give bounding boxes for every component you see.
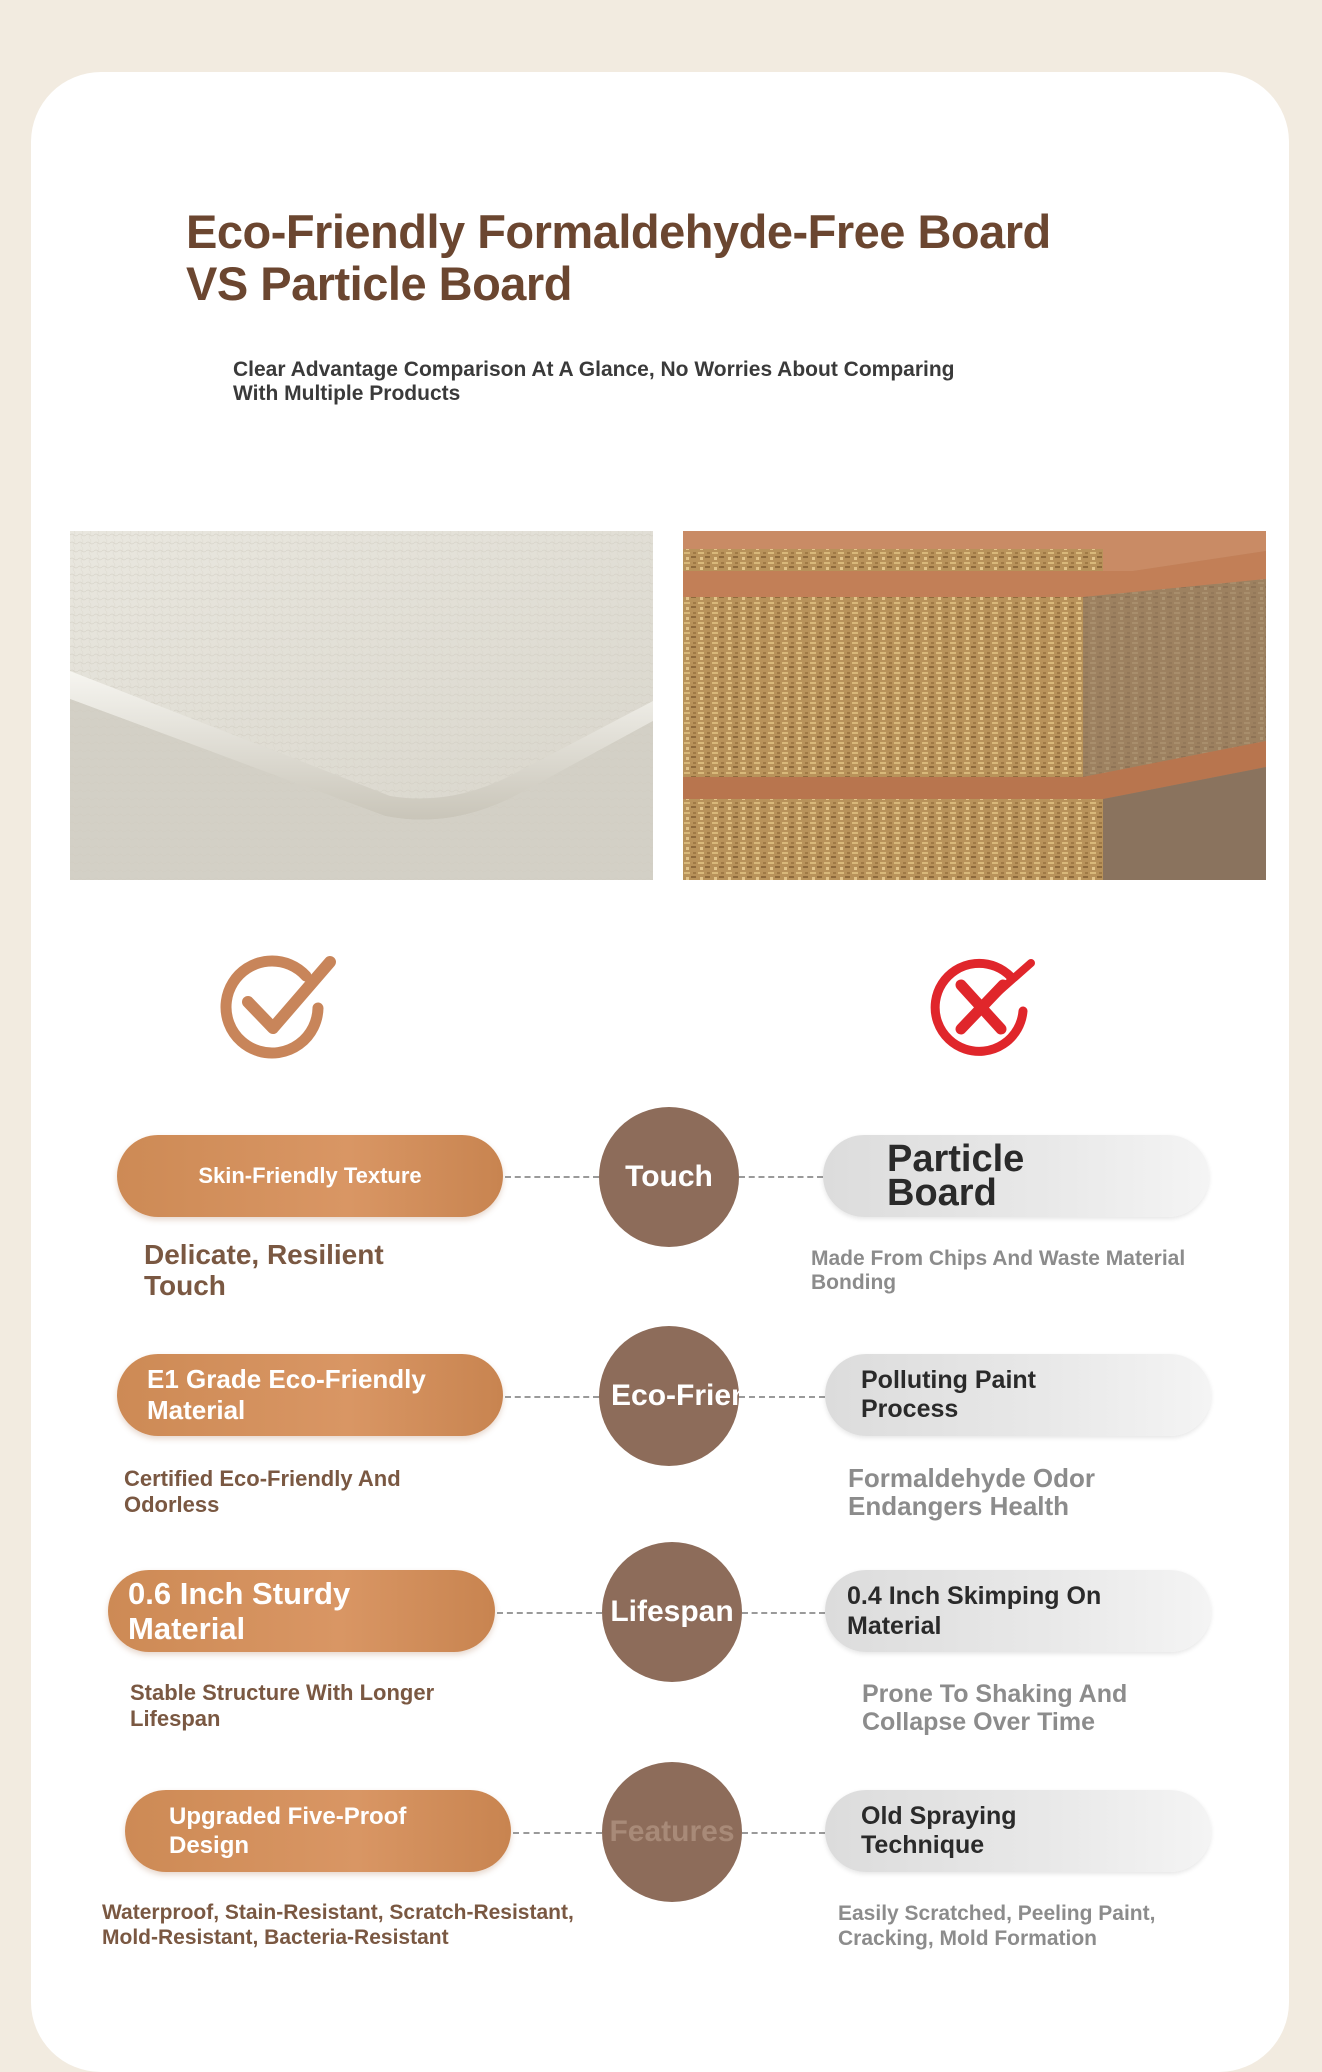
desc-line-2: Endangers Health bbox=[848, 1491, 1070, 1521]
right-desc-eco bbox=[848, 1464, 1095, 1520]
right-label-line-1: 0.4 Inch Skimping On bbox=[847, 1582, 1102, 1610]
desc-line-1: Easily Scratched, Peeling Paint, bbox=[838, 1902, 1156, 1925]
category-label: Lifespan bbox=[610, 1595, 734, 1628]
left-label-line-1: E1 Grade Eco-Friendly bbox=[147, 1364, 426, 1394]
left-desc-lifespan bbox=[130, 1680, 434, 1732]
right-desc-touch bbox=[811, 1247, 1185, 1295]
right-label-line-2: Material bbox=[847, 1612, 942, 1640]
category-label: Eco-Friendly bbox=[611, 1379, 793, 1412]
connector-line bbox=[497, 1612, 602, 1614]
desc-line-1: Delicate, Resilient bbox=[144, 1239, 384, 1270]
connector-line bbox=[739, 1176, 823, 1178]
desc-line-2: Odorless bbox=[124, 1492, 220, 1517]
right-label-line-2: Process bbox=[861, 1395, 959, 1423]
desc-line-1: Formaldehyde Odor bbox=[848, 1463, 1096, 1493]
category-eco-friendly bbox=[599, 1326, 793, 1466]
right-desc-features bbox=[838, 1901, 1155, 1951]
title-line-2: VS Particle Board bbox=[186, 257, 572, 310]
left-label-lifespan bbox=[108, 1570, 495, 1652]
left-label-eco bbox=[117, 1354, 503, 1436]
particle-board-photo bbox=[683, 531, 1266, 880]
right-label-line-1: Polluting Paint bbox=[861, 1366, 1036, 1394]
category-lifespan bbox=[602, 1542, 742, 1682]
desc-line-2: Cracking, Mold Formation bbox=[838, 1927, 1098, 1950]
desc-line-1: Prone To Shaking And bbox=[862, 1680, 1128, 1708]
desc-line-1: Certified Eco-Friendly And bbox=[124, 1466, 401, 1491]
right-label-line-2: Board bbox=[887, 1172, 997, 1214]
desc-line-1: Made From Chips And Waste Material bbox=[811, 1247, 1186, 1270]
page-title bbox=[186, 206, 1086, 310]
category-touch bbox=[599, 1107, 739, 1247]
right-label-eco bbox=[825, 1354, 1211, 1436]
right-desc-lifespan bbox=[862, 1680, 1127, 1736]
subtitle-line-2: With Multiple Products bbox=[233, 382, 461, 405]
desc-line-1: Waterproof, Stain-Resistant, Scratch-Resistant, bbox=[102, 1901, 574, 1924]
eco-board-photo bbox=[70, 531, 653, 880]
right-label-touch bbox=[823, 1135, 1209, 1217]
connector-line bbox=[513, 1832, 602, 1834]
connector-line bbox=[505, 1396, 599, 1398]
connector-line bbox=[742, 1612, 825, 1614]
left-desc-features bbox=[102, 1900, 574, 1950]
left-label-line-2: Design bbox=[169, 1832, 250, 1859]
title-line-1: Eco-Friendly Formaldehyde-Free Board bbox=[186, 205, 1051, 258]
left-label-text: Skin-Friendly Texture bbox=[198, 1163, 422, 1188]
left-label-line-1: 0.6 Inch Sturdy bbox=[128, 1576, 351, 1611]
desc-line-1: Stable Structure With Longer bbox=[130, 1680, 435, 1705]
desc-line-2: Touch bbox=[144, 1270, 226, 1301]
right-label-lifespan bbox=[825, 1570, 1211, 1652]
category-features bbox=[602, 1762, 742, 1902]
x-circle-icon bbox=[927, 955, 1037, 1064]
desc-line-2: Lifespan bbox=[130, 1706, 221, 1731]
category-label: Features bbox=[609, 1815, 735, 1848]
right-label-features bbox=[825, 1790, 1211, 1872]
left-label-touch bbox=[117, 1135, 503, 1217]
left-label-line-1: Upgraded Five-Proof bbox=[169, 1803, 407, 1830]
right-label-line-1: Old Spraying bbox=[861, 1802, 1017, 1830]
desc-line-2: Collapse Over Time bbox=[862, 1708, 1095, 1736]
check-circle-icon bbox=[218, 950, 338, 1067]
category-label: Touch bbox=[625, 1160, 713, 1193]
page-subtitle bbox=[233, 358, 1053, 406]
left-desc-eco bbox=[124, 1466, 401, 1518]
connector-line bbox=[505, 1176, 599, 1178]
desc-line-2: Bonding bbox=[811, 1271, 897, 1294]
left-desc-touch bbox=[144, 1239, 384, 1301]
left-label-line-2: Material bbox=[147, 1395, 246, 1425]
left-label-line-2: Material bbox=[128, 1611, 246, 1646]
right-label-line-1: Particle bbox=[887, 1138, 1025, 1180]
desc-line-2: Mold-Resistant, Bacteria-Resistant bbox=[102, 1926, 449, 1949]
left-label-features bbox=[125, 1790, 511, 1872]
connector-line bbox=[739, 1396, 825, 1398]
connector-line bbox=[742, 1832, 825, 1834]
subtitle-line-1: Clear Advantage Comparison At A Glance, No Worries About Comparing bbox=[233, 358, 955, 381]
right-label-line-2: Technique bbox=[861, 1831, 985, 1859]
